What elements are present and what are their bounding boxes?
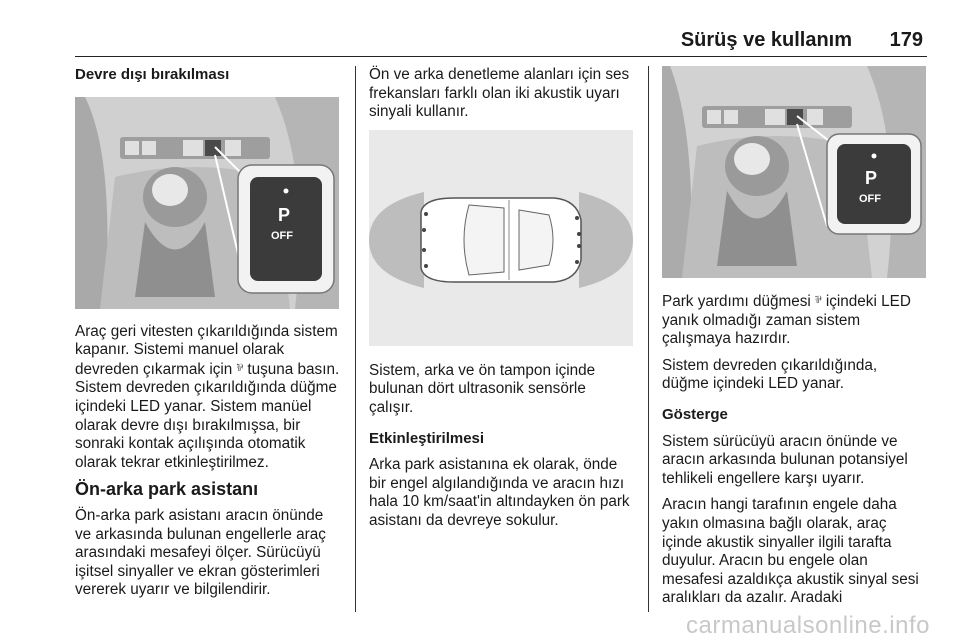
sensor-coverage-diagram — [369, 130, 633, 346]
console-button-closeup-illustration — [662, 66, 926, 278]
front-rear-park-assist-text: Ön-arka park asistanı aracın önünde ve arkasında bulunan engellerle araç arasındaki mesafeyi ölçer. Sürücüyü işitsel sinyaller ve ekran gösterimleri vererek uyarır ve bilgilendirir. — [75, 506, 326, 599]
column-1 — [75, 66, 343, 608]
deactivation-heading: Devre dışı bırakılması — [75, 66, 230, 83]
column-3 — [662, 66, 927, 616]
deactivation-text-end: tuşuna basın. Sistem devreden çıkarıldığında düğme içindeki LED yanar. Sistem manüel olarak devre dışı bırakılmışsa, bir sonraki kontak açılışında otomatik olarak tekrar etkinleştirilmez. — [75, 360, 340, 471]
column-divider-2 — [648, 66, 649, 612]
park-assist-button-p: P — [278, 204, 291, 225]
park-assist-button-off-closeup: OFF — [859, 193, 881, 205]
activation-text: Arka park asistanına ek olarak, önde bir engel algılandığında ve aracın hızı hala 10 km/saat'in altındayken ön park asistanı da devreye sokulur. — [369, 456, 630, 529]
park-assist-icon: ⅌ — [236, 362, 244, 374]
park-assist-button-off: OFF — [271, 229, 293, 242]
deactivation-text: Araç geri vitesten çıkarıldığında sistem kapanır. Sistemi manuel olarak devreden çıkarmak için — [75, 322, 338, 378]
sensors-text: Sistem, arka ve ön tampon içinde bulunan dört ultrasonik sensörle çalışır. — [369, 361, 596, 416]
indication-text: Sistem sürücüyü aracın önünde ve aracın arkasında bulunan potansiyel tehlikeli engellere karşı uyarır. — [662, 432, 908, 487]
header-title: Sürüş ve kullanım — [680, 29, 852, 51]
led-on-text: Sistem devreden çıkarıldığında, düğme içindeki LED yanar. — [662, 356, 878, 393]
ready-text-end: içindeki LED yanık olmadığı zaman sistem çalışmaya hazırdır. — [662, 293, 911, 348]
warning-signals-text: Ön ve arka denetleme alanları için ses frekansları farklı olan iki akustik uyarı sinyali kullanır. — [369, 66, 630, 121]
park-assist-icon-inline: ⅌ — [815, 295, 822, 306]
header-rule — [75, 56, 927, 57]
column-2 — [369, 66, 634, 539]
activation-heading: Etkinleştirilmesi — [369, 429, 485, 447]
ready-text: Park yardımı düğmesi — [662, 293, 811, 310]
park-assist-button-p-closeup: P — [865, 168, 878, 188]
indication-heading: Gösterge — [662, 405, 728, 423]
watermark: carmanualsonline.info — [686, 612, 930, 639]
console-button-illustration — [75, 97, 339, 309]
acoustic-signal-text: Aracın hangi tarafının engele daha yakın olmasına bağlı olarak, araç içinde akustik sinyaller ilgili tarafta duyulur. Aracın bu engele olan mesafesi azaldıkça akustik sinyal sesi aralıkları da azalır. Aradaki — [662, 496, 919, 607]
column-divider-1 — [355, 66, 356, 612]
page-number: 179 — [889, 29, 923, 51]
front-rear-park-assist-heading: Ön-arka park asistanı — [75, 479, 259, 500]
